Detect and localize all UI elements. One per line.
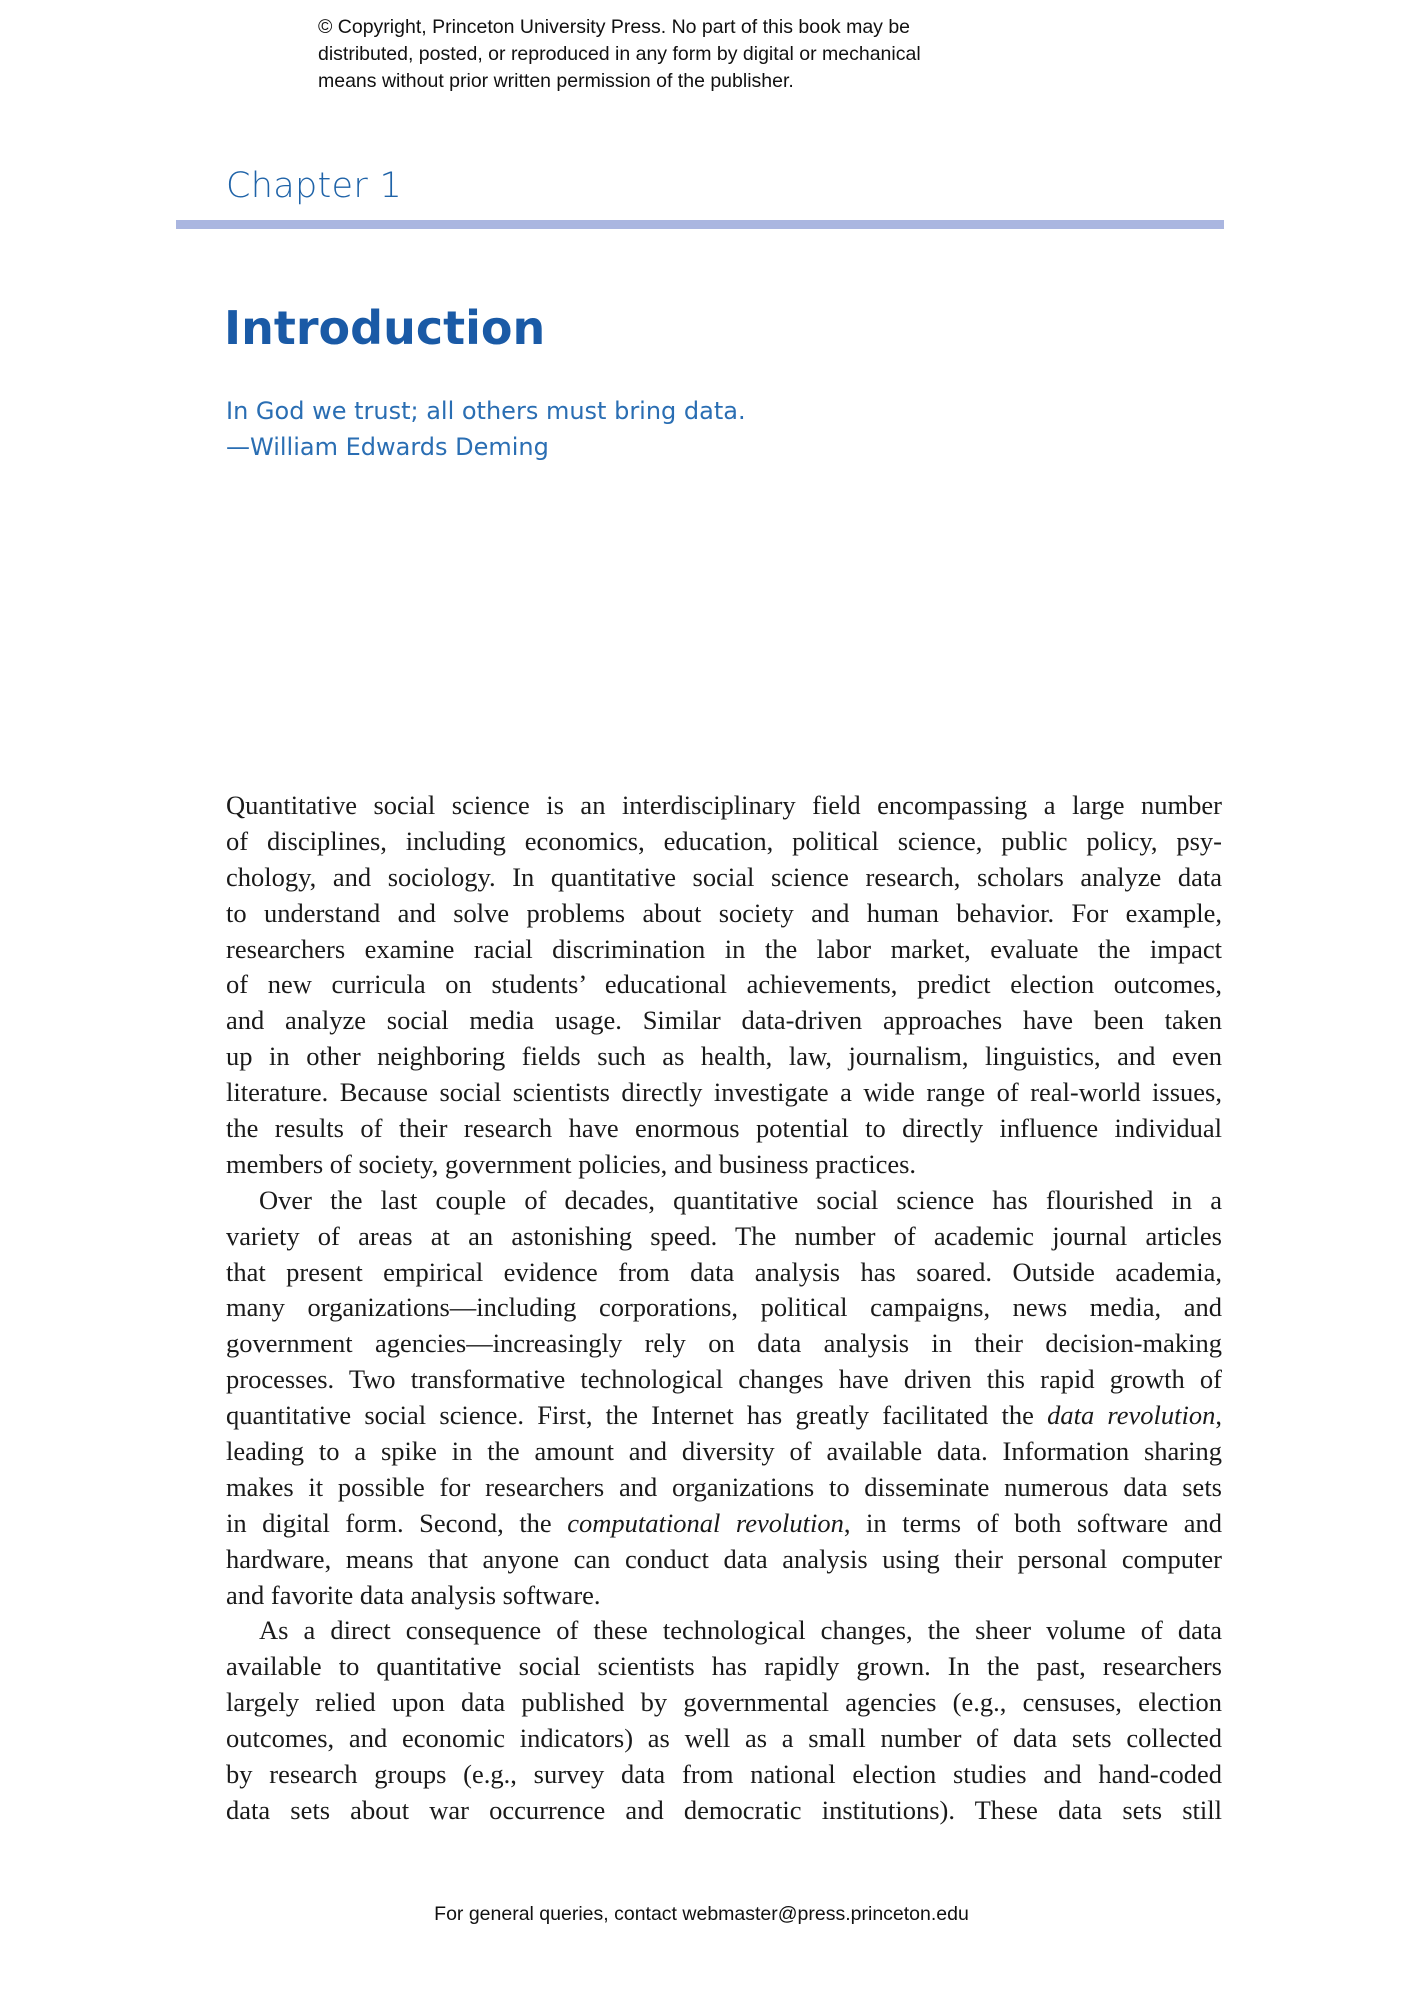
text-line: chology, and sociology. In quantitative social science research, scholars analyze data: [226, 861, 1222, 892]
text-line: Over the last couple of decades, quantitative social science has flourished in a: [259, 1184, 1222, 1215]
copyright-notice: [318, 14, 1078, 95]
text-line: data sets about war occurrence and democratic institutions). These data sets still: [226, 1794, 1222, 1825]
text-line: to understand and solve problems about society and human behavior. For example,: [226, 897, 1222, 928]
text-line: of new curricula on students’ educational achievements, predict election outcomes,: [226, 969, 1222, 1000]
body-text: [226, 788, 1222, 1829]
text-line: leading to a spike in the amount and diversity of available data. Information sharing: [226, 1436, 1222, 1467]
paragraph-2: [226, 1183, 1222, 1614]
text-line: of disciplines, including economics, education, political science, public policy, psy-: [226, 825, 1222, 856]
text-line: outcomes, and economic indicators) as well as a small number of data sets collected: [226, 1723, 1222, 1754]
text-line: up in other neighboring fields such as health, law, journalism, linguistics, and even: [226, 1041, 1222, 1072]
footer-contact: For general queries, contact webmaster@press.princeton.edu: [434, 1903, 969, 1925]
text-line: and favorite data analysis software.: [226, 1579, 601, 1610]
text-line: many organizations—including corporations, political campaigns, news media, and: [226, 1292, 1222, 1323]
text-line: makes it possible for researchers and organizations to disseminate numerous data sets: [226, 1471, 1222, 1502]
text-line: As a direct consequence of these technological changes, the sheer volume of data: [259, 1615, 1222, 1646]
chapter-divider: [176, 220, 1224, 229]
text-line: [226, 1506, 1222, 1542]
text-line: available to quantitative social scientists has rapidly grown. In the past, researchers: [226, 1651, 1222, 1682]
paragraph-1: [226, 788, 1222, 1183]
text-line: government agencies—increasingly rely on data analysis in their decision-making: [226, 1328, 1222, 1359]
text-line: researchers examine racial discrimination in the labor market, evaluate the impact: [226, 933, 1222, 964]
copyright-line: means without prior written permission of the publisher.: [318, 70, 794, 92]
copyright-line: © Copyright, Princeton University Press. No part of this book may be: [318, 16, 911, 38]
chapter-title: Introduction: [224, 301, 546, 355]
text-line: the results of their research have enormous potential to directly influence individual: [226, 1113, 1222, 1144]
epigraph: [226, 393, 746, 465]
epigraph-attribution: —William Edwards Deming: [226, 433, 549, 461]
copyright-line: distributed, posted, or reproduced in any form by digital or mechanical: [318, 43, 921, 65]
text-line: Quantitative social science is an interdisciplinary field encompassing a large number: [226, 790, 1222, 820]
epigraph-quote: In God we trust; all others must bring data.: [226, 397, 746, 425]
text-run: , in terms of both software and: [843, 1507, 1222, 1538]
text-line: literature. Because social scientists directly investigate a wide range of real-world issues,: [226, 1077, 1222, 1108]
text-run: in digital form. Second, the: [226, 1507, 568, 1538]
chapter-label: Chapter 1: [226, 166, 403, 206]
text-run: quantitative social science. First, the Internet has greatly facilitated the: [226, 1400, 1048, 1431]
text-line: largely relied upon data published by governmental agencies (e.g., censuses, election: [226, 1687, 1222, 1718]
text-line: [226, 1398, 1222, 1434]
emphasis-computational-revolution: computational revolution: [567, 1507, 844, 1538]
text-line: members of society, government policies, and business practices.: [226, 1148, 917, 1179]
text-line: hardware, means that anyone can conduct data analysis using their personal computer: [226, 1543, 1222, 1574]
text-line: variety of areas at an astonishing speed. The number of academic journal articles: [226, 1220, 1222, 1251]
emphasis-data-revolution: data revolution: [1047, 1400, 1216, 1431]
text-line: that present empirical evidence from data analysis has soared. Outside academia,: [226, 1256, 1222, 1287]
text-line: processes. Two transformative technological changes have driven this rapid growth of: [226, 1364, 1222, 1395]
text-line: and analyze social media usage. Similar data-driven approaches have been taken: [226, 1005, 1222, 1036]
paragraph-3: [226, 1613, 1222, 1828]
text-line: by research groups (e.g., survey data from national election studies and hand-coded: [226, 1759, 1222, 1790]
text-run: ,: [1215, 1400, 1222, 1431]
